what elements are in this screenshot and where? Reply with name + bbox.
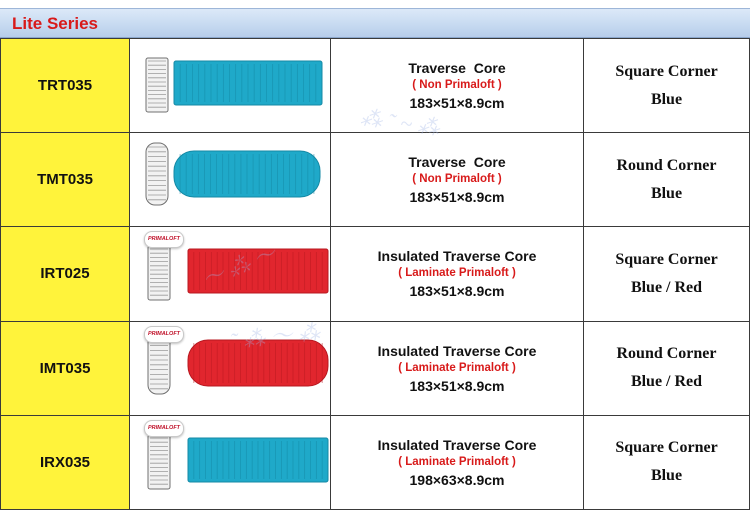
product-subtitle: ( Non Primaloft ) bbox=[412, 79, 502, 92]
sleeping-pad-illustration bbox=[130, 133, 330, 227]
product-name: Traverse Core bbox=[408, 154, 506, 171]
rolled-pad-image bbox=[146, 58, 168, 112]
product-corner-color bbox=[584, 133, 750, 227]
product-description bbox=[331, 133, 584, 227]
product-subtitle: ( Laminate Primaloft ) bbox=[398, 267, 516, 280]
rolled-pad-image bbox=[146, 143, 168, 205]
product-name: Traverse Core bbox=[408, 60, 506, 77]
corner-type: Square Corner bbox=[615, 439, 718, 457]
table-row bbox=[1, 133, 750, 227]
primaloft-badge-icon: PRIMALOFT bbox=[144, 231, 184, 248]
product-color: Blue / Red bbox=[630, 278, 703, 296]
watermark: ˜ ⁂ ～ ⁂ bbox=[229, 319, 321, 354]
table-row bbox=[1, 321, 750, 415]
product-corner-color bbox=[584, 227, 750, 321]
product-color: Blue bbox=[650, 467, 683, 485]
product-code: IRX035 bbox=[1, 415, 130, 509]
product-corner-color bbox=[584, 415, 750, 509]
product-description bbox=[331, 321, 584, 415]
product-size: 183×51×8.9cm bbox=[409, 377, 505, 394]
product-image-cell bbox=[130, 227, 331, 321]
product-image bbox=[130, 133, 330, 227]
product-image bbox=[130, 39, 330, 133]
rolled-pad-image bbox=[148, 246, 170, 300]
product-description bbox=[331, 227, 584, 321]
product-code: IMT035 bbox=[1, 321, 130, 415]
table-row bbox=[1, 415, 750, 509]
product-image bbox=[130, 227, 330, 321]
product-code: TMT035 bbox=[1, 133, 130, 227]
corner-type: Round Corner bbox=[616, 156, 717, 174]
product-corner-color bbox=[584, 321, 750, 415]
table-row bbox=[1, 227, 750, 321]
product-size: 183×51×8.9cm bbox=[409, 189, 505, 206]
series-header bbox=[0, 8, 750, 38]
product-image-cell bbox=[130, 321, 331, 415]
product-subtitle: ( Laminate Primaloft ) bbox=[398, 361, 516, 374]
product-code: IRT025 bbox=[1, 227, 130, 321]
product-image bbox=[130, 322, 330, 416]
product-image-cell bbox=[130, 133, 331, 227]
product-color: Blue / Red bbox=[630, 373, 703, 391]
product-table bbox=[0, 38, 750, 510]
product-name: Insulated Traverse Core bbox=[377, 436, 537, 453]
product-size: 183×51×8.9cm bbox=[409, 95, 505, 112]
product-description bbox=[331, 415, 584, 509]
product-name: Insulated Traverse Core bbox=[377, 342, 537, 359]
primaloft-badge-icon: PRIMALOFT bbox=[144, 420, 184, 437]
product-name: Insulated Traverse Core bbox=[377, 248, 537, 265]
product-size: 198×63×8.9cm bbox=[409, 471, 505, 488]
corner-type: Round Corner bbox=[616, 345, 717, 363]
corner-type: Square Corner bbox=[615, 62, 718, 80]
sleeping-pad-illustration bbox=[130, 39, 330, 133]
product-color: Blue bbox=[650, 184, 683, 202]
primaloft-badge-icon: PRIMALOFT bbox=[144, 326, 184, 343]
watermark: ⁂ ˜ ~ ⁂ bbox=[358, 104, 442, 141]
product-corner-color bbox=[584, 39, 750, 133]
table-row bbox=[1, 39, 750, 133]
watermark: ～ ⁂ ～ bbox=[198, 240, 280, 293]
product-subtitle: ( Non Primaloft ) bbox=[412, 173, 502, 186]
product-image-cell bbox=[130, 415, 331, 509]
product-subtitle: ( Laminate Primaloft ) bbox=[398, 455, 516, 468]
product-image-cell bbox=[130, 39, 331, 133]
product-size: 183×51×8.9cm bbox=[409, 283, 505, 300]
product-image bbox=[130, 416, 330, 510]
series-title: Lite Series bbox=[12, 14, 98, 33]
product-color: Blue bbox=[650, 90, 683, 108]
corner-type: Square Corner bbox=[615, 250, 718, 268]
product-description bbox=[331, 39, 584, 133]
rolled-pad-image bbox=[148, 435, 170, 489]
product-code: TRT035 bbox=[1, 39, 130, 133]
